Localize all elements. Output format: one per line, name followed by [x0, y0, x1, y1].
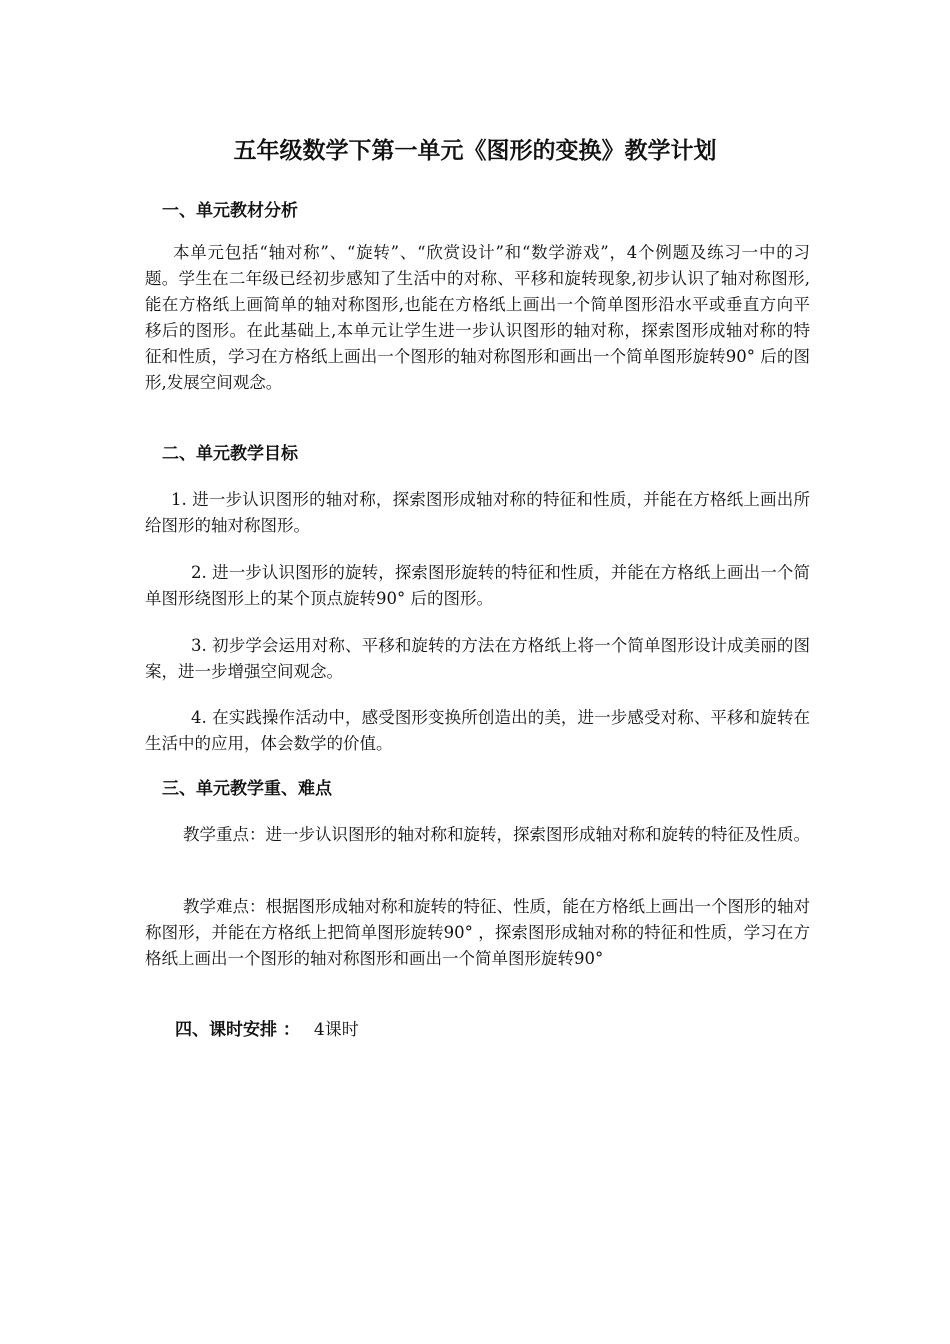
- document-title: 五年级数学下第一单元《图形的变换》教学计划: [233, 138, 717, 164]
- paragraph-difficult-point: 教学难点：根据图形成轴对称和旋转的特征、性质，能在方格纸上画出一个图形的轴对称图形，并能在方格纸上把简单图形旋转90° ，探索图形成轴对称的特征和性质，学习在方格纸上画出一个图形的轴对称图形和画出一个简单图形旋转90°: [145, 897, 810, 968]
- class-hours-value: 4课时: [313, 1020, 359, 1040]
- section-class-hours: [175, 1018, 359, 1042]
- paragraph-goal-3: 3. 初步学会运用对称、平移和旋转的方法在方格纸上将一个简单图形设计成美丽的图案，进一步增强空间观念。: [145, 636, 810, 681]
- paragraph-goal-1: 1. 进一步认识图形的轴对称，探索图形成轴对称的特征和性质，并能在方格纸上画出所给图形的轴对称图形。: [145, 490, 810, 535]
- class-hours-label: 四、课时安排 ：: [175, 1020, 300, 1040]
- section-heading-textbook-analysis: 一、单元教材分析: [162, 201, 298, 221]
- paragraph-key-point: 教学重点：进一步认识图形的轴对称和旋转，探索图形成轴对称和旋转的特征及性质。: [183, 825, 810, 844]
- section-heading-key-points: 三、单元教学重、难点: [162, 779, 332, 799]
- paragraph-goal-4: 4. 在实践操作活动中，感受图形变换所创造出的美，进一步感受对称、平移和旋转在生活中的应用，体会数学的价值。: [145, 708, 810, 753]
- section-heading-teaching-goals: 二、单元教学目标: [162, 444, 298, 464]
- paragraph-textbook-analysis: 本单元包括“轴对称”、“旋转”、“欣赏设计”和“数学游戏”，4个例题及练习一中的习题。学生在二年级已经初步感知了生活中的对称、平移和旋转现象,初步认识了轴对称图形,能在方格纸上画简单的轴对称图形,也能在方格纸上画出一个简单图形沿水平或垂直方向平移后的图形。在此基础上,本单元让学生进一步认识图形的轴对称，探索图形成轴对称的特征和性质，学习在方格纸上画出一个图形的轴对称图形和画出一个简单图形旋转90° 后的图形,发展空间观念。: [145, 243, 810, 392]
- paragraph-goal-2: 2. 进一步认识图形的旋转，探索图形旋转的特征和性质，并能在方格纸上画出一个简单图形绕图形上的某个顶点旋转90° 后的图形。: [145, 563, 810, 608]
